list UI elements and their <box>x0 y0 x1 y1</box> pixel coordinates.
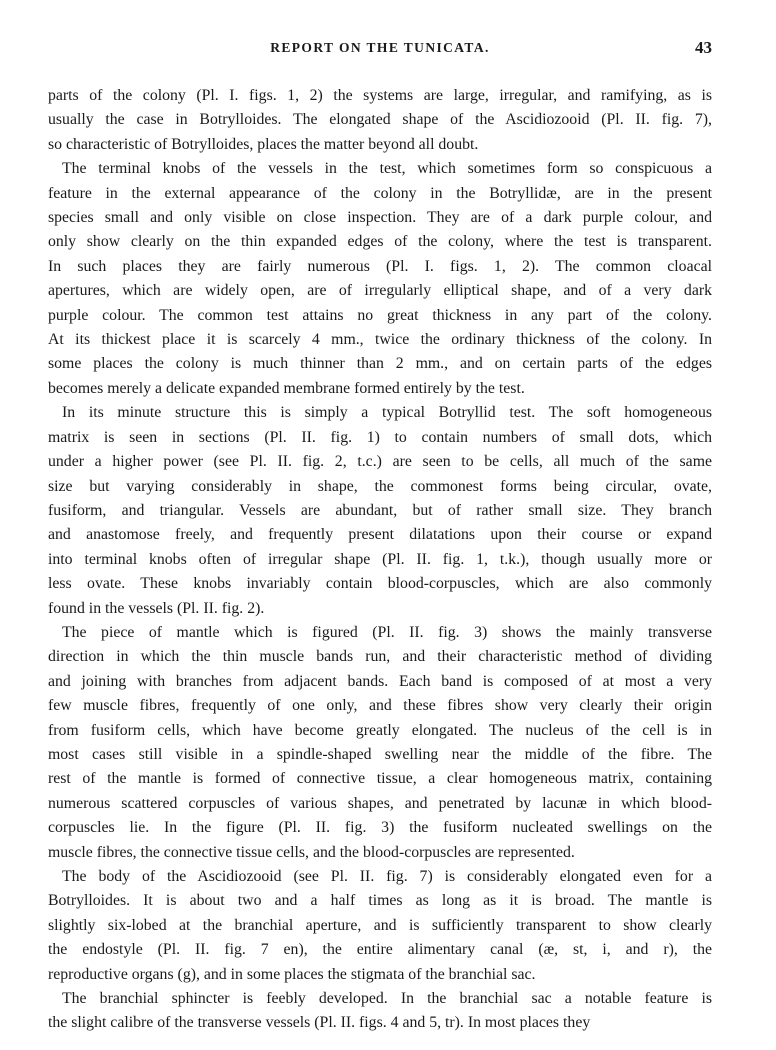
text-line: so characteristic of Botrylloides, places the matter beyond all doubt. <box>48 135 479 153</box>
text-line: into terminal knobs often of irregular shape (Pl. II. fig. 1, t.k.), though usually more or <box>48 550 712 568</box>
text-line: becomes merely a delicate expanded membrane formed entirely by the test. <box>48 379 525 397</box>
paragraph <box>48 621 712 865</box>
paragraph <box>48 84 712 157</box>
text-line: slightly six-lobed at the branchial aperture, and is sufficiently transparent to show clearly <box>48 916 712 934</box>
text-line: less ovate. These knobs invariably contain blood-corpuscles, which are also commonly <box>48 575 712 593</box>
text-line: reproductive organs (g), and in some places the stigmata of the branchial sac. <box>48 965 536 983</box>
text-line: usually the case in Botrylloides. The elongated shape of the Ascidiozooid (Pl. II. fig. 7), <box>48 111 712 129</box>
text-line: the slight calibre of the transverse vessels (Pl. II. figs. 4 and 5, tr). In most places they <box>48 1014 591 1032</box>
text-line: and anastomose freely, and frequently present dilatations upon their course or expand <box>48 526 712 544</box>
body-text <box>48 84 712 1036</box>
paragraph <box>48 987 712 1036</box>
text-line: from fusiform cells, which have become greatly elongated. The nucleus of the cell is in <box>48 721 712 739</box>
text-line: parts of the colony (Pl. I. figs. 1, 2) the systems are large, irregular, and ramifying, as is <box>48 87 712 104</box>
text-line: the endostyle (Pl. II. fig. 7 en), the entire alimentary canal (æ, st, i, and r), the <box>48 941 712 959</box>
text-line: The piece of mantle which is figured (Pl. II. fig. 3) shows the mainly transverse <box>62 623 712 641</box>
text-line: corpuscles lie. In the figure (Pl. II. fig. 3) the fusiform nucleated swellings on the <box>48 819 712 837</box>
text-line: rest of the mantle is formed of connective tissue, a clear homogeneous matrix, containing <box>48 770 712 788</box>
text-line: muscle fibres, the connective tissue cells, and the blood-corpuscles are represented. <box>48 843 575 861</box>
text-line: species small and only visible on close inspection. They are of a dark purple colour, and <box>48 209 712 227</box>
text-line: matrix is seen in sections (Pl. II. fig. 1) to contain numbers of small dots, which <box>48 428 712 446</box>
text-line: most cases still visible in a spindle-shaped swelling near the middle of the fibre. The <box>48 745 712 763</box>
text-line: Botrylloides. It is about two and a half times as long as it is broad. The mantle is <box>48 892 712 910</box>
text-line: only show clearly on the thin expanded edges of the colony, where the test is transparent. <box>48 233 712 251</box>
text-line: apertures, which are widely open, are of irregularly elliptical shape, and of a very dark <box>48 282 712 300</box>
text-line: In its minute structure this is simply a typical Botryllid test. The soft homogeneous <box>62 404 712 422</box>
text-line: few muscle fibres, frequently of one only, and these fibres show very clearly their origin <box>48 697 712 715</box>
paragraph <box>48 401 712 621</box>
text-line: numerous scattered corpuscles of various shapes, and penetrated by lacunæ in which blood- <box>48 794 712 812</box>
text-line: and joining with branches from adjacent bands. Each band is composed of at most a very <box>48 672 712 690</box>
paragraph <box>48 865 712 987</box>
text-line: In such places they are fairly numerous (Pl. I. figs. 1, 2). The common cloacal <box>48 257 712 275</box>
page-number: 43 <box>695 38 712 57</box>
text-line: purple colour. The common test attains no great thickness in any part of the colony. <box>48 306 712 324</box>
text-line: The body of the Ascidiozooid (see Pl. II. fig. 7) is considerably elongated even for a <box>62 868 712 885</box>
text-line: feature in the external appearance of the colony in the Botryllidæ, are in the present <box>48 184 712 202</box>
text-line: The branchial sphincter is feebly developed. In the branchial sac a notable feature is <box>62 990 712 1008</box>
text-line: found in the vessels (Pl. II. fig. 2). <box>48 599 265 617</box>
text-line: size but varying considerably in shape, the commonest forms being circular, ovate, <box>48 477 712 495</box>
running-title: REPORT ON THE TUNICATA. <box>270 40 490 55</box>
text-line: under a higher power (see Pl. II. fig. 2, t.c.) are seen to be cells, all much of the same <box>48 453 712 471</box>
text-line: The terminal knobs of the vessels in the test, which sometimes form so conspicuous a <box>62 160 712 178</box>
text-line: direction in which the thin muscle bands run, and their characteristic method of dividing <box>48 648 712 666</box>
text-line: some places the colony is much thinner than 2 mm., and on certain parts of the edges <box>48 355 712 373</box>
text-line: At its thickest place it is scarcely 4 mm., twice the ordinary thickness of the colony. In <box>48 331 712 349</box>
paragraph <box>48 157 712 401</box>
text-line: fusiform, and triangular. Vessels are abundant, but of rather small size. They branch <box>48 501 712 519</box>
running-head <box>48 40 712 64</box>
